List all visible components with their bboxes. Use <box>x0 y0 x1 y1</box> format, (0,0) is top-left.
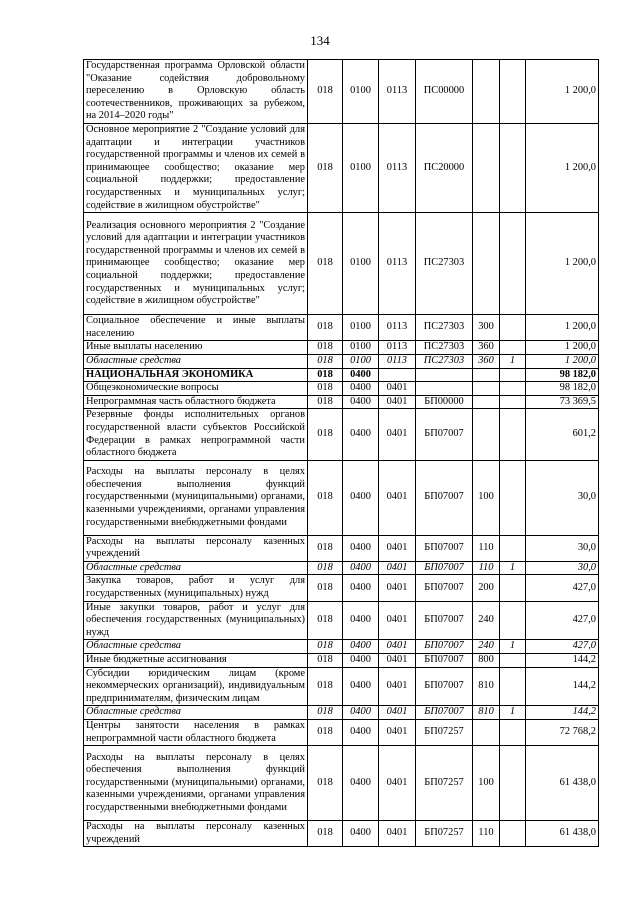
expense-type-code: 100 <box>473 746 500 821</box>
subsection-code: 0113 <box>379 124 416 213</box>
section-code: 0400 <box>343 640 379 654</box>
row-name: Субсидии юридическим лицам (кроме некоммерческих организаций), индивидуальным предпринимателям, физическим лицам <box>84 667 308 706</box>
expense-type-code <box>473 60 500 124</box>
target-code: БП07007 <box>416 706 473 720</box>
amount: 30,0 <box>526 535 599 561</box>
amount: 30,0 <box>526 460 599 535</box>
admin-code: 018 <box>308 341 343 355</box>
subsection-code: 0113 <box>379 60 416 124</box>
table-row <box>84 575 599 601</box>
amount: 144,2 <box>526 706 599 720</box>
section-code: 0400 <box>343 382 379 396</box>
section-code: 0400 <box>343 368 379 382</box>
admin-code: 018 <box>308 561 343 575</box>
section-code: 0400 <box>343 706 379 720</box>
funding-source-code <box>500 60 526 124</box>
row-name: Резервные фонды исполнительных органов государственной власти субъектов Российской Федерации в рамках непрограммной части областного бюджета <box>84 409 308 460</box>
expense-type-code: 810 <box>473 706 500 720</box>
amount: 72 768,2 <box>526 720 599 746</box>
table-row <box>84 654 599 668</box>
amount: 98 182,0 <box>526 382 599 396</box>
target-code: БП07007 <box>416 460 473 535</box>
section-code: 0100 <box>343 315 379 341</box>
table-row <box>84 460 599 535</box>
table-row <box>84 746 599 821</box>
funding-source-code <box>500 720 526 746</box>
section-code: 0100 <box>343 60 379 124</box>
subsection-code: 0401 <box>379 395 416 409</box>
table-row <box>84 601 599 640</box>
amount: 73 369,5 <box>526 395 599 409</box>
section-code: 0400 <box>343 561 379 575</box>
row-name: Социальное обеспечение и иные выплаты населению <box>84 315 308 341</box>
row-name: Областные средства <box>84 354 308 368</box>
section-code: 0400 <box>343 821 379 847</box>
table-row <box>84 706 599 720</box>
section-code: 0400 <box>343 409 379 460</box>
section-code: 0400 <box>343 654 379 668</box>
subsection-code: 0113 <box>379 315 416 341</box>
section-code: 0400 <box>343 746 379 821</box>
amount: 1 200,0 <box>526 315 599 341</box>
section-code: 0400 <box>343 395 379 409</box>
row-name: Расходы на выплаты персоналу в целях обеспечения выполнения функций государственными (муниципальными) органами, казенными учреждениями, органами управления государственными внебюджетными фондами <box>84 746 308 821</box>
row-name: Иные закупки товаров, работ и услуг для обеспечения государственных (муниципальных) нужд <box>84 601 308 640</box>
expense-type-code: 110 <box>473 535 500 561</box>
funding-source-code <box>500 124 526 213</box>
admin-code: 018 <box>308 124 343 213</box>
subsection-code: 0401 <box>379 746 416 821</box>
table-row <box>84 60 599 124</box>
expense-type-code: 240 <box>473 601 500 640</box>
section-code: 0400 <box>343 720 379 746</box>
target-code: ПС27303 <box>416 341 473 355</box>
admin-code: 018 <box>308 720 343 746</box>
admin-code: 018 <box>308 315 343 341</box>
table-row <box>84 368 599 382</box>
row-name: Иные выплаты населению <box>84 341 308 355</box>
expense-type-code: 360 <box>473 354 500 368</box>
admin-code: 018 <box>308 746 343 821</box>
row-name: Областные средства <box>84 561 308 575</box>
table-row <box>84 395 599 409</box>
amount: 1 200,0 <box>526 60 599 124</box>
expense-type-code: 200 <box>473 575 500 601</box>
expense-type-code: 300 <box>473 315 500 341</box>
funding-source-code <box>500 395 526 409</box>
row-name: Расходы на выплаты персоналу в целях обеспечения выполнения функций государственными (муниципальными) органами, казенными учреждениями, органами управления государственными внебюджетными фондами <box>84 460 308 535</box>
admin-code: 018 <box>308 460 343 535</box>
table-row <box>84 667 599 706</box>
target-code: ПС27303 <box>416 213 473 315</box>
section-code: 0400 <box>343 535 379 561</box>
target-code: ПС27303 <box>416 354 473 368</box>
funding-source-code: 1 <box>500 561 526 575</box>
section-code: 0100 <box>343 341 379 355</box>
amount: 1 200,0 <box>526 341 599 355</box>
table-row <box>84 535 599 561</box>
target-code: БП07007 <box>416 575 473 601</box>
expense-type-code: 360 <box>473 341 500 355</box>
admin-code: 018 <box>308 409 343 460</box>
admin-code: 018 <box>308 706 343 720</box>
section-code: 0100 <box>343 213 379 315</box>
subsection-code: 0113 <box>379 213 416 315</box>
funding-source-code <box>500 667 526 706</box>
amount: 427,0 <box>526 575 599 601</box>
admin-code: 018 <box>308 395 343 409</box>
section-code: 0400 <box>343 460 379 535</box>
table-row <box>84 213 599 315</box>
table-row <box>84 640 599 654</box>
funding-source-code <box>500 368 526 382</box>
table-row <box>84 409 599 460</box>
amount: 98 182,0 <box>526 368 599 382</box>
section-code: 0400 <box>343 601 379 640</box>
admin-code: 018 <box>308 213 343 315</box>
funding-source-code: 1 <box>500 354 526 368</box>
section-code: 0400 <box>343 575 379 601</box>
admin-code: 018 <box>308 575 343 601</box>
expense-type-code: 110 <box>473 821 500 847</box>
funding-source-code: 1 <box>500 706 526 720</box>
target-code: БП07007 <box>416 535 473 561</box>
row-name: Непрограммная часть областного бюджета <box>84 395 308 409</box>
row-name: Областные средства <box>84 640 308 654</box>
subsection-code: 0401 <box>379 706 416 720</box>
table-row <box>84 124 599 213</box>
subsection-code: 0401 <box>379 640 416 654</box>
target-code: БП07257 <box>416 821 473 847</box>
subsection-code: 0401 <box>379 720 416 746</box>
target-code: БП07007 <box>416 561 473 575</box>
subsection-code: 0113 <box>379 341 416 355</box>
target-code: БП07007 <box>416 409 473 460</box>
subsection-code: 0401 <box>379 382 416 396</box>
target-code: ПС20000 <box>416 124 473 213</box>
amount: 144,2 <box>526 654 599 668</box>
expense-type-code <box>473 124 500 213</box>
admin-code: 018 <box>308 382 343 396</box>
funding-source-code <box>500 460 526 535</box>
expense-type-code <box>473 368 500 382</box>
amount: 427,0 <box>526 601 599 640</box>
funding-source-code <box>500 409 526 460</box>
table-row <box>84 354 599 368</box>
amount: 144,2 <box>526 667 599 706</box>
subsection-code: 0401 <box>379 460 416 535</box>
funding-source-code <box>500 382 526 396</box>
target-code: БП07007 <box>416 640 473 654</box>
admin-code: 018 <box>308 821 343 847</box>
page-number: 134 <box>310 33 330 48</box>
target-code <box>416 382 473 396</box>
amount: 601,2 <box>526 409 599 460</box>
funding-source-code <box>500 213 526 315</box>
section-code: 0100 <box>343 124 379 213</box>
expense-type-code: 800 <box>473 654 500 668</box>
row-name: НАЦИОНАЛЬНАЯ ЭКОНОМИКА <box>84 368 308 382</box>
subsection-code: 0401 <box>379 654 416 668</box>
amount: 1 200,0 <box>526 124 599 213</box>
row-name: Государственная программа Орловской области "Оказание содействия добровольному переселению в Орловскую область соотечественников, проживающих за рубежом, на 2014–2020 годы" <box>84 60 308 124</box>
subsection-code: 0401 <box>379 409 416 460</box>
subsection-code: 0401 <box>379 601 416 640</box>
target-code: ПС00000 <box>416 60 473 124</box>
budget-table <box>83 59 599 847</box>
funding-source-code <box>500 746 526 821</box>
admin-code: 018 <box>308 368 343 382</box>
target-code: ПС27303 <box>416 315 473 341</box>
funding-source-code <box>500 341 526 355</box>
funding-source-code <box>500 821 526 847</box>
admin-code: 018 <box>308 535 343 561</box>
table-row <box>84 341 599 355</box>
funding-source-code <box>500 315 526 341</box>
target-code: БП07007 <box>416 654 473 668</box>
expense-type-code: 110 <box>473 561 500 575</box>
target-code: БП00000 <box>416 395 473 409</box>
target-code: БП07257 <box>416 746 473 821</box>
row-name: Закупка товаров, работ и услуг для государственных (муниципальных) нужд <box>84 575 308 601</box>
admin-code: 018 <box>308 667 343 706</box>
section-code: 0400 <box>343 667 379 706</box>
subsection-code: 0401 <box>379 535 416 561</box>
amount: 61 438,0 <box>526 746 599 821</box>
table-row <box>84 561 599 575</box>
row-name: Основное мероприятие 2 "Создание условий для адаптации и интеграции участников государственной программы и членов их семей в принимающее сообщество; оказание мер социальной поддержки; предоставление государственных и муниципальных услуг; содействие в жилищном обустройстве" <box>84 124 308 213</box>
funding-source-code <box>500 535 526 561</box>
table-row <box>84 382 599 396</box>
expense-type-code <box>473 720 500 746</box>
funding-source-code <box>500 575 526 601</box>
expense-type-code <box>473 409 500 460</box>
table-row <box>84 315 599 341</box>
funding-source-code <box>500 601 526 640</box>
expense-type-code <box>473 382 500 396</box>
admin-code: 018 <box>308 640 343 654</box>
row-name: Центры занятости населения в рамках непрограммной части областного бюджета <box>84 720 308 746</box>
subsection-code: 0401 <box>379 667 416 706</box>
expense-type-code <box>473 395 500 409</box>
section-code: 0100 <box>343 354 379 368</box>
expense-type-code: 810 <box>473 667 500 706</box>
row-name: Иные бюджетные ассигнования <box>84 654 308 668</box>
expense-type-code: 100 <box>473 460 500 535</box>
amount: 61 438,0 <box>526 821 599 847</box>
target-code <box>416 368 473 382</box>
expense-type-code: 240 <box>473 640 500 654</box>
table-row <box>84 821 599 847</box>
subsection-code <box>379 368 416 382</box>
funding-source-code <box>500 654 526 668</box>
row-name: Областные средства <box>84 706 308 720</box>
row-name: Расходы на выплаты персоналу казенных учреждений <box>84 821 308 847</box>
funding-source-code: 1 <box>500 640 526 654</box>
amount: 1 200,0 <box>526 354 599 368</box>
row-name: Расходы на выплаты персоналу казенных учреждений <box>84 535 308 561</box>
row-name: Общеэкономические вопросы <box>84 382 308 396</box>
subsection-code: 0113 <box>379 354 416 368</box>
amount: 427,0 <box>526 640 599 654</box>
subsection-code: 0401 <box>379 561 416 575</box>
target-code: БП07007 <box>416 667 473 706</box>
subsection-code: 0401 <box>379 575 416 601</box>
amount: 1 200,0 <box>526 213 599 315</box>
target-code: БП07007 <box>416 601 473 640</box>
row-name: Реализация основного мероприятия 2 "Создание условий для адаптации и интеграции участников государственной программы и членов их семей в принимающее сообщество; оказание мер социальной поддержки; предоставление государственных и муниципальных услуг; содействие в жилищном обустройстве" <box>84 213 308 315</box>
admin-code: 018 <box>308 60 343 124</box>
admin-code: 018 <box>308 601 343 640</box>
table-row <box>84 720 599 746</box>
admin-code: 018 <box>308 354 343 368</box>
amount: 30,0 <box>526 561 599 575</box>
expense-type-code <box>473 213 500 315</box>
admin-code: 018 <box>308 654 343 668</box>
target-code: БП07257 <box>416 720 473 746</box>
subsection-code: 0401 <box>379 821 416 847</box>
